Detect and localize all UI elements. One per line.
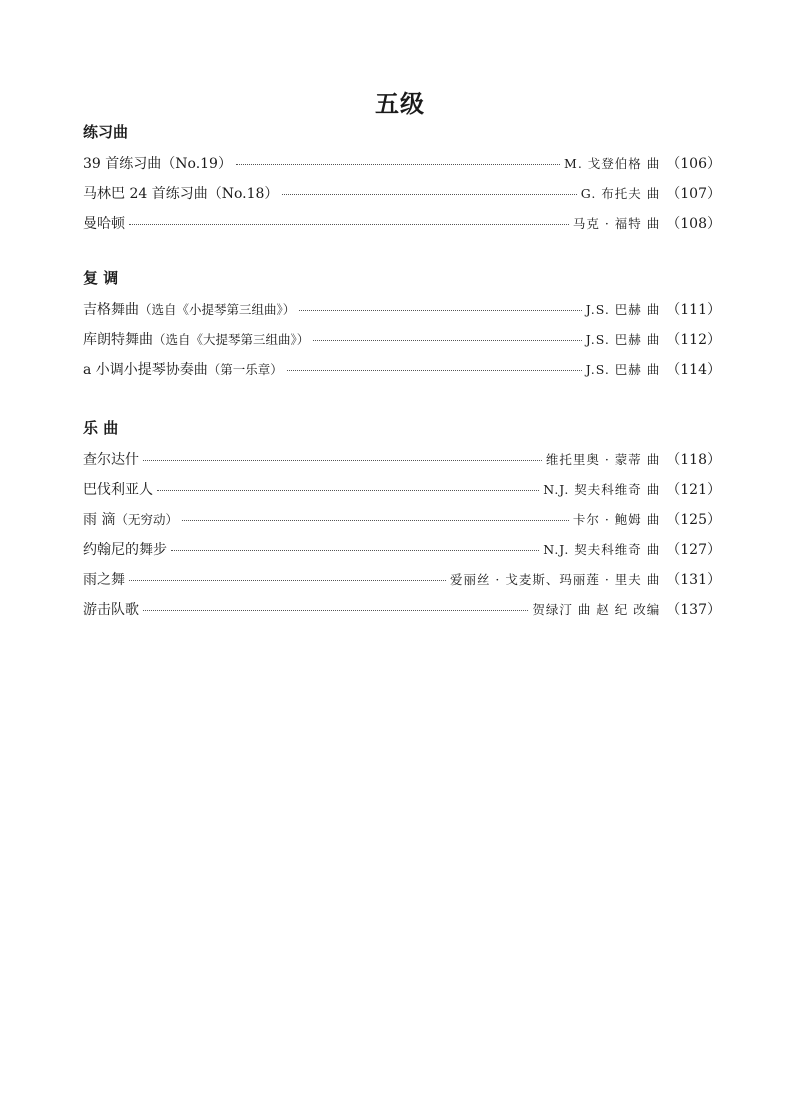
entry-composer: M. 戈登伯格 曲	[564, 156, 661, 171]
entry-page-number: （127）	[666, 542, 721, 558]
entry-title: 巴伐利亚人	[83, 482, 153, 498]
entry-title: 39 首练习曲	[83, 156, 162, 172]
entry-subtitle: （选自《小提琴第三组曲》）	[139, 302, 296, 317]
toc-entry[interactable]	[83, 445, 721, 475]
dot-leader	[157, 480, 539, 494]
dot-leader	[143, 450, 542, 464]
entry-composer: 维托里奥 · 蒙蒂 曲	[545, 452, 661, 467]
entry-title: 雨 滴	[83, 512, 116, 528]
page-title: 五级	[375, 89, 425, 118]
entry-composer: 爱丽丝 · 戈麦斯、玛丽莲 · 里夫 曲	[449, 572, 661, 587]
entry-subtitle: （选自《大提琴第三组曲》）	[153, 332, 310, 347]
toc-entry[interactable]	[83, 325, 721, 355]
dot-leader	[182, 510, 569, 524]
toc-entry[interactable]	[83, 355, 721, 385]
entry-title: 雨之舞	[83, 572, 125, 588]
entry-title: 曼哈顿	[83, 216, 125, 232]
entry-composer: 卡尔 · 鲍姆 曲	[572, 512, 661, 527]
toc-entry[interactable]	[83, 295, 721, 325]
entry-composer: N.J. 契夫科维奇 曲	[543, 542, 661, 557]
entry-subtitle: （No.19）	[161, 156, 232, 172]
toc-entry[interactable]	[83, 565, 721, 595]
toc-entry[interactable]	[83, 505, 721, 535]
dot-leader	[129, 214, 569, 228]
entry-page-number: （112）	[666, 332, 721, 348]
entry-title: 马林巴 24 首练习曲	[83, 186, 208, 202]
toc-entry[interactable]	[83, 209, 721, 239]
dot-leader	[299, 300, 581, 314]
entry-title: a 小调小提琴协奏曲	[83, 362, 208, 378]
entry-page-number: （118）	[666, 452, 721, 468]
section-polyphony	[83, 268, 721, 385]
section-etudes	[83, 122, 721, 239]
dot-leader	[313, 330, 581, 344]
entry-subtitle: （第一乐章）	[207, 362, 283, 377]
dot-leader	[287, 360, 582, 374]
section-heading: 复 调	[83, 269, 119, 287]
toc-entry[interactable]	[83, 179, 721, 209]
section-heading: 练习曲	[83, 123, 129, 141]
section-pieces	[83, 418, 721, 625]
toc-entry[interactable]	[83, 595, 721, 625]
entry-page-number: （121）	[666, 482, 721, 498]
entry-subtitle: （No.18）	[207, 186, 279, 202]
entry-page-number: （114）	[666, 362, 721, 378]
entry-page-number: （107）	[666, 186, 721, 202]
entry-composer: 马克 · 福特 曲	[572, 216, 661, 231]
entry-title: 游击队歌	[83, 602, 139, 618]
entry-page-number: （131）	[666, 572, 721, 588]
entry-composer: 贺绿汀 曲 赵 纪 改编	[532, 602, 661, 617]
toc-entry[interactable]	[83, 149, 721, 179]
entry-composer: N.J. 契夫科维奇 曲	[543, 482, 661, 497]
dot-leader	[129, 570, 446, 584]
entry-page-number: （125）	[666, 512, 721, 528]
dot-leader	[282, 184, 576, 198]
dot-leader	[143, 600, 528, 614]
entry-composer: J.S. 巴赫 曲	[585, 362, 661, 377]
entry-page-number: （137）	[666, 602, 721, 618]
toc-entry[interactable]	[83, 535, 721, 565]
entry-composer: J.S. 巴赫 曲	[585, 302, 661, 317]
entry-page-number: （111）	[666, 302, 721, 318]
entry-composer: G. 布托夫 曲	[580, 186, 661, 201]
dot-leader	[236, 154, 560, 168]
entry-title: 吉格舞曲	[83, 302, 139, 318]
toc-entry[interactable]	[83, 475, 721, 505]
entry-title: 约翰尼的舞步	[83, 542, 167, 558]
entry-subtitle: （无穷动）	[115, 512, 178, 527]
entry-page-number: （108）	[666, 216, 721, 232]
entry-page-number: （106）	[666, 156, 721, 172]
entry-title: 库朗特舞曲	[83, 332, 153, 348]
section-heading: 乐 曲	[83, 419, 119, 437]
dot-leader	[171, 540, 539, 554]
entry-title: 查尔达什	[83, 452, 139, 468]
entry-composer: J.S. 巴赫 曲	[585, 332, 661, 347]
